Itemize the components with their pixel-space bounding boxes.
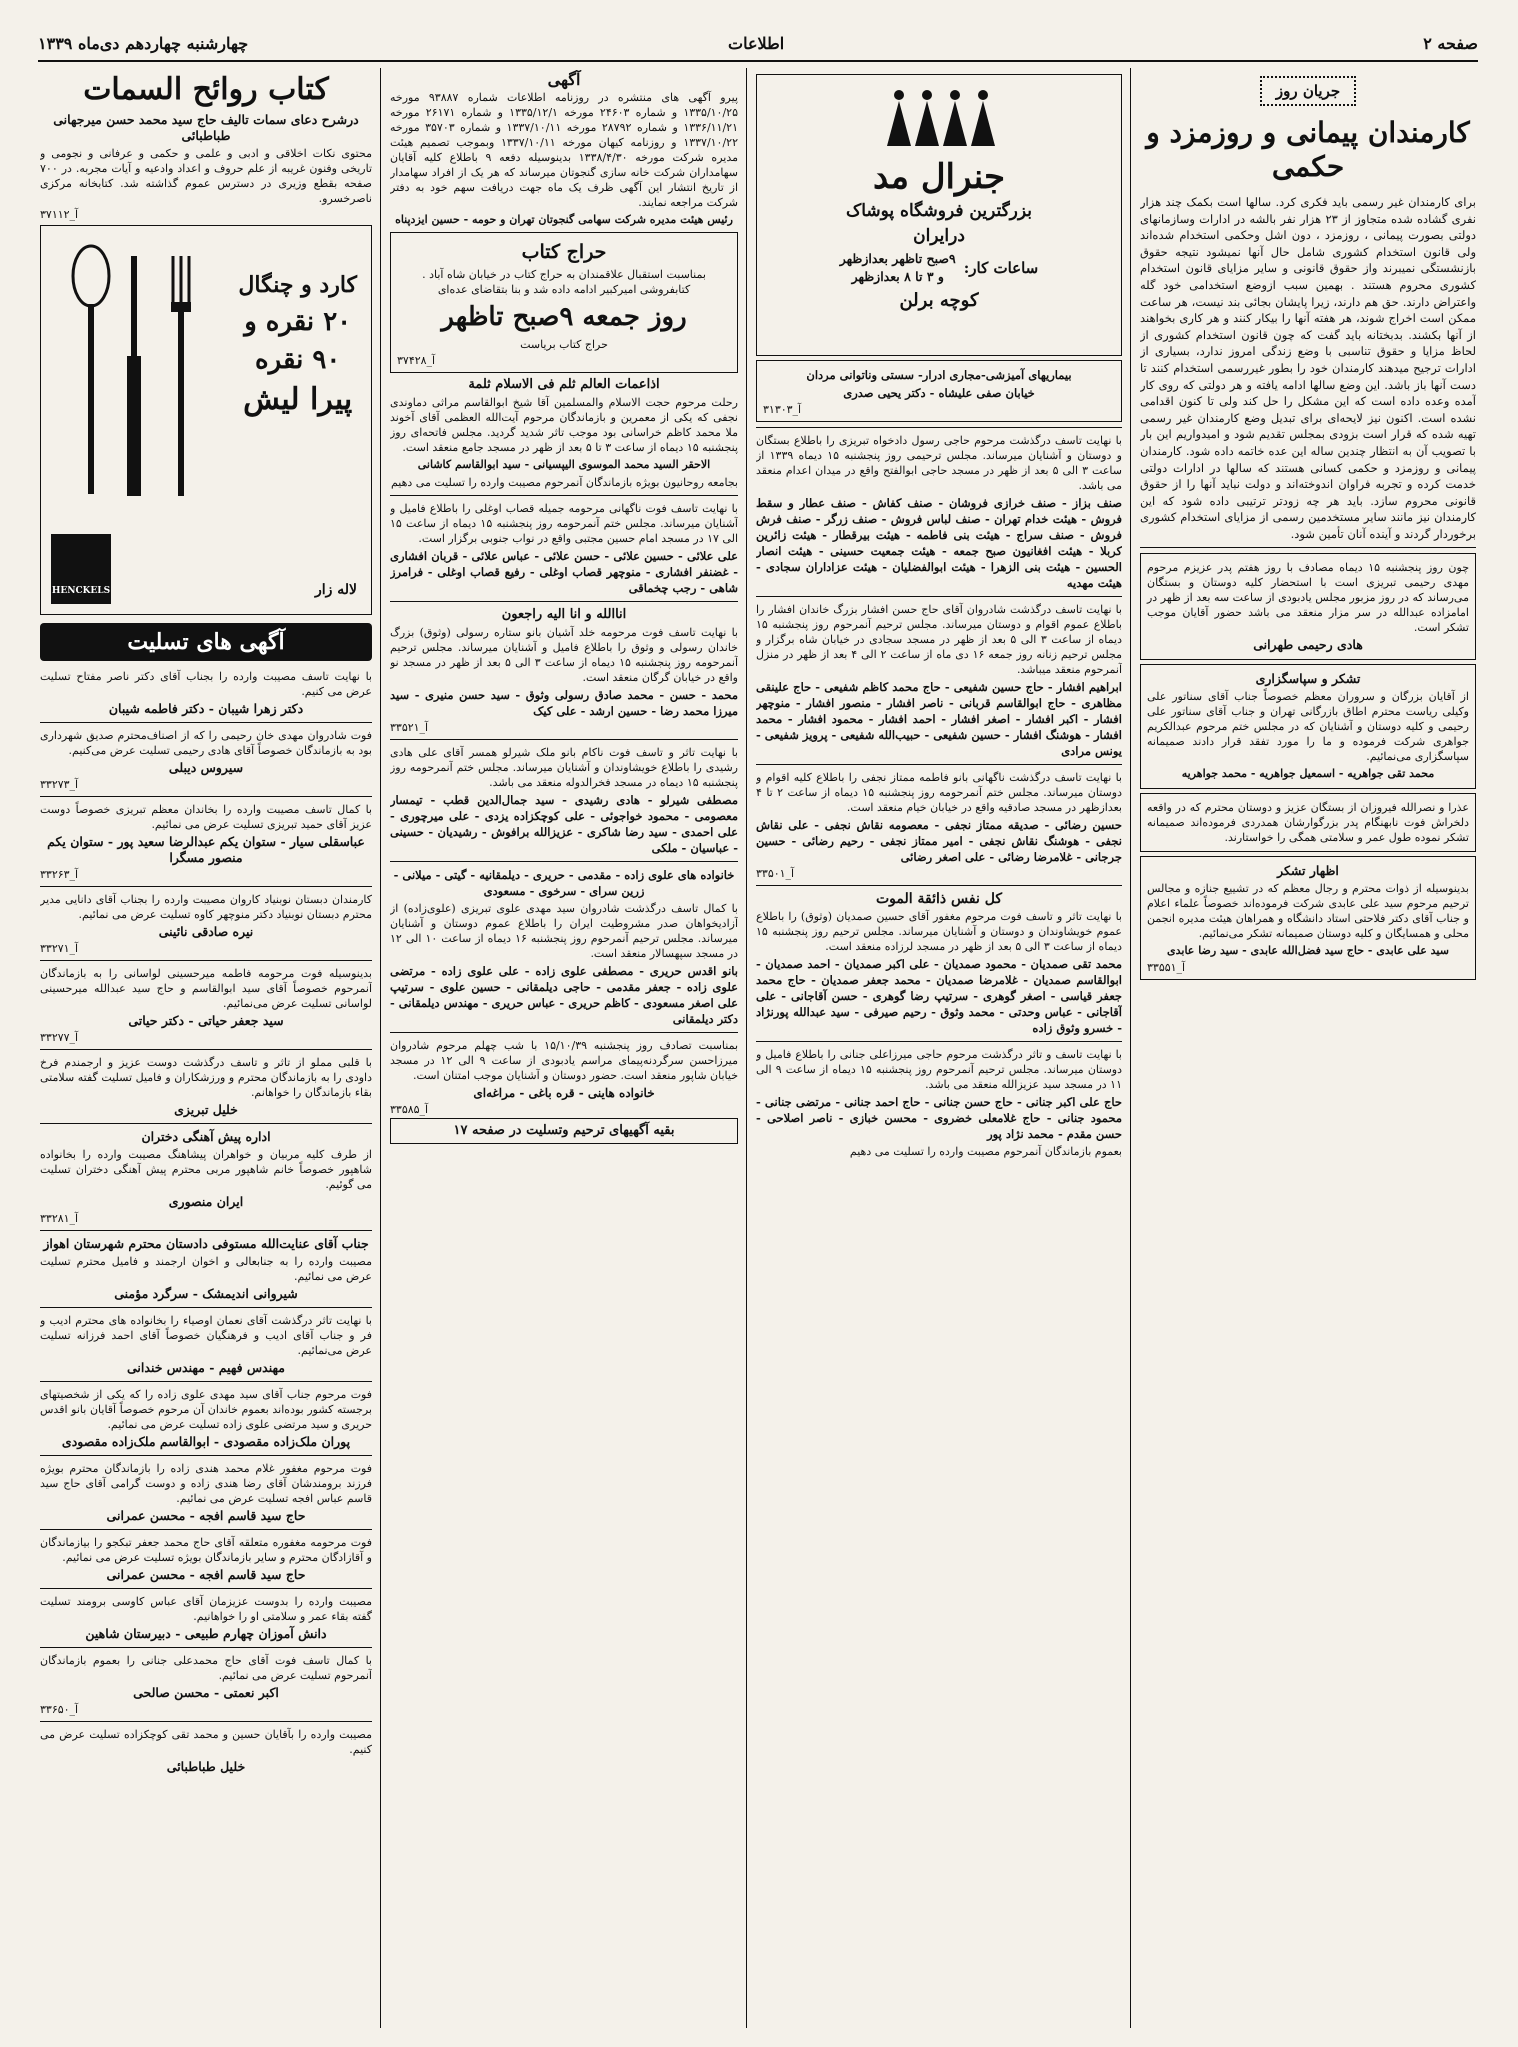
notice-heading: آگهی bbox=[547, 70, 581, 89]
page-header bbox=[38, 32, 1478, 56]
column-ads-4: کتاب روائح السمات درشرح دعای سمات تالیف حاج سید محمد حسن میرجهانی طباطبائی محتوی نکات اخلاقی و ادبی و علمی و حکمی و عرفانی و نجومی و تاریخی وفنون غریبه از علم حروف و اعداد وادعیه و آیات مجربه. در ۷۰۰ صفحه بقطع وزیری در دسترس عموم گذاشته شد. کتابخانه مرکزی ناصرخسرو. آ_۳۷۱۱۲ کارد و چنگال ۲۰ نقره و ۹۰ نقره پیرا لیش HENCKELS لاله زار آگهی های تسلیت با نهایت تاسف مصیبت وارده را بجناب آقای دکتر ناصر مفتاح تسلیت عرض می کنیم. دکتر زهرا شیبان - دکتر فاطمه شیبان فوت شادروان مهدی خان رحیمی را که از اصناف‌محترم صدیق شهرداری بود به بازماندگان خصوصاً آقای هادی رحیمی تسلیت عرض می‌کنیم. سیروس دیبلی آ_۳۳۲۷۳ با کمال تاسف مصیبت وارده را بخاندان معظم تبریزی خصوصاً دوست عزیز آقای حمید تبریزی تسلیت عرض می نمائیم. عباسقلی سیار - ستوان یکم عبدالرضا سعید پور - ستوان یکم منصور مسگرا آ_۳۳۲۶۳ کارمندان دبستان نوبنیاد کاروان مصیبت وارده را بجناب آقای دانایی مدیر محترم دبستان نوبنیاد دکتر منوچهر کاوه تسلیت عرض می نمائیم. نیره صادقی نائینی آ_۳۳۲۷۱ بدینوسیله فوت مرحومه فاطمه میرحسینی لواسانی را به بازماندگان آنمرحوم خصوصاً آقای سید ابوالقاسم و حاج سید عبدالله میرحسینی لواسانی تسلیت عرض می‌نمائیم. سید جعفر حیاتی - دکتر حیاتی آ_۳۳۲۷۷ با قلبی مملو از تاثر و تاسف درگذشت دوست عزیز و ارجمندم فرخ داودی را به بازماندگان محترم و ورزشکاران و فامیل تسلیت گفته سلامتی بقاء بازماندگان را خواهانم. خلیل تبریزی اداره پیش آهنگی دختران از طرف کلیه مربیان و خواهران پیشاهنگ مصیبت وارده را بخانواده شاهپور خصوصاً خانم شاهپور مربی محترم پیش آهنگی دختران تسلیت می گوئیم. ایران منصوری آ_۳۳۲۸۱ جناب آقای عنایت‌الله مستوفی دادستان محترم شهرستان اهواز مصیبت وارده را به جنابعالی و اخوان ارجمند و فامیل محترم تسلیت عرض می نمائیم. شیروانی اندیمشک - سرگرد مؤمنی با نهایت تاثر درگذشت آقای نعمان اوصیاء را بخانواده های محترم ادیب و فر و جناب آقای ادیب و فرهنگیان خصوصاً آقای احمد فرزانه تسلیت عرض می‌نمائیم. مهندس فهیم - مهندس خندانی فوت مرحوم جناب آقای سید مهدی علوی زاده را که یکی از شخصیتهای برجسته کشور بوده‌اند بعموم خاندان آن مرحوم خصوصاً آقایان بانو اقدس حریری و سید مرتضی علوی زاده تسلیت عرض می نمائیم. پوران ملک‌زاده مقصودی - ابوالقاسم ملک‌زاده مقصودی فوت مرحوم مغفور غلام محمد هندی زاده را بازماندگان محترم بویژه فرزند برومندشان آقای رضا هندی زاده و دوست گرامی آقای حاج سید قاسم عباس افجه تسلیت عرض می نمائیم. حاج سید قاسم افجه - محسن عمرانی فوت مرحومه مغفوره متعلقه آقای حاج محمد جعفر تبکجو را بیازماندگان و آقازادگان محترم و سایر بازماندگان بویژه تسلیت عرض می نمائیم. حاج سید قاسم افجه - محسن عمرانی مصیبت وارده را بدوست عزیزمان آقای عباس کاوسی برومند تسلیت گفته بقاء عمر و سلامتی او را خواهانیم. دانش آموزان چهارم طبیعی - دبیرستان شاهین با کمال تاسف فوت آقای حاج محمدعلی جنانی را بعموم بازماندگان آنمرحوم تسلیت عرض می نمائیم. اکبر نعمتی - محسن صالحی آ_۳۳۶۵۰ مصیبت وارده را بآقایان حسین و محمد تقی کوچکزاده تسلیت عرض می کنیم. خلیل طباطبائی bbox=[40, 72, 372, 1774]
thanks-notice: تشکر و سپاسگزاری از آقایان بزرگان و سروران معظم خصوصاً جناب آقای سناتور علی وکیلی ریاست محترم اطاق بازرگانی تهران و جناب آقای سناتور علی رحیمی و کلیه دوستان و آشنایان که در مجلس ختم مرحوم عبدالکریم جواهری شرکت فرموده و ما را مورد تفقد قرار دادند صمیمانه سپاسگزاری می‌نمائیم. محمد تقی جواهریه - اسمعیل جواهریه - محمد جواهریه bbox=[1140, 664, 1476, 789]
obituary-names: محمد تقی صمدیان - محمود صمدیان - علی اکبر صمدیان - احمد صمدیان - ابوالقاسم صمدیان - غلامرضا صمدیان - محمد جعفر صمدیان - حاج محمد جعفر قیاسی - اصغر گوهری - سرتیپ رضا گوهری - حسن آقاجانی - علی آقاجانی - عباس وحدتی - محمد وثوق - رحیم صیرفی - سید عبدالله پورنژاد - خسرو وثوق زاده bbox=[756, 957, 1122, 1035]
doctor-ad: بیماریهای آمیزشی-مجاری ادرار- سستی وناتوانی مردان خیابان صفی علیشاه - دکتر یحیی صدری آ_۳۱۳۰۳ bbox=[756, 360, 1122, 422]
obituary-names: حسین رضائی - صدیقه ممتاز نجفی - معصومه نقاش نجفی - علی نقاش نجفی - هوشنگ نقاش نجفی - امیر ممتاز نجفی - رحیم رضائی - حسین جرجانی - غلامرضا رضائی - علی اصغر رضائی bbox=[756, 818, 1122, 864]
column-ads-2: جنرال مد بزرگترین فروشگاه پوشاک درایران ساعات کار: ۹صبح تاظهر بعدازظهر و ۳ تا ۸ بعدازظهر کوچه برلن بیماریهای آمیزشی-مجاری ادرار- سستی وناتوانی مردان خیابان صفی علیشاه - دکتر یحیی صدری آ_۳۱۳۰۳ با نهایت تاسف درگذشت مرحوم حاجی رسول دادخواه تبریزی را باطلاع بستگان و دوستان و آشنایان میرساند. مجلس ترحیمی روز پنجشنبه ۱۵ دیماه ۱۳۳۹ از ساعت ۳ الی ۵ بعد از ظهر در مسجد حاجی ابوالفتح واقع در میدان اعدام منعقد می باشد. صنف بزاز - صنف خرازی فروشان - صنف کفاش - صنف عطار و سقط فروش - هیئت خدام تهران - صنف لباس فروش - صنف زرگر - صنف فرش فروش - صنف سراج - هیئت بنی فاطمه - هیئت بیرقطار - هیئت زائرین کربلا - هیئت افغانیون صبح جمعه - هیئت جمعیت حسینی - هیئت انصار الحسین - هیئت بنی الزهرا - هیئت ابوالفضلیان - هیئت عزاداران سجادی - هیئت مهدیه با نهایت تاسف درگذشت شادروان آقای حاج حسن افشار بزرگ خاندان افشار را باطلاع عموم اقوام و دوستان میرساند. مجلس ترحیم آنمرحوم روز پنجشنبه ۱۵ دیماه از ساعت ۳ الی ۵ بعد از ظهر در مسجد سجادی در خیابان شاه برگزار و مجلس ترحیم زنانه روز جمعه ۱۶ دی ماه از ساعت ۲ الی ۴ بعد از ظهر در منزل آنمرحوم منعقد میباشد. ابراهیم افشار - حاج حسین شفیعی - حاج محمد کاظم شفیعی - حاج علینقی مظاهری - حاج ابوالقاسم قربانی - ناصر افشار - منصور افشار - منوچهر افشار - اکبر افشار - اصغر افشار - احمد افشار - محمود افشار - محمد افشار - هوشنگ افشار - حسین شفیعی - حبیب‌الله شفیعی - پرویز شفیعی - یونس مرادی با نهایت تاسف درگذشت ناگهانی بانو فاطمه ممتاز نجفی را باطلاع کلیه اقوام و دوستان میرساند. مجلس ختم آنمرحومه روز پنجشنبه ۱۵ دیماه از ساعت ۲ تا ۴ بعدازظهر در مسجد صادقیه واقع در خیابان خیام منعقد است. حسین رضائی - صدیقه ممتاز نجفی - معصومه نقاش نجفی - علی نقاش نجفی - هوشنگ نقاش نجفی - امیر ممتاز نجفی - رحیم رضائی - حسین جرجانی - غلامرضا رضائی - علی اصغر رضائی آ_۳۳۵۰۱ کل نفس ذائقة الموت با نهایت تاثر و تاسف فوت مرحوم مغفور آقای حسین صمدیان (وثوق) را باطلاع عموم خویشاوندان و دوستان و آشنایان میرساند. مجلس ترحیم روز پنجشنبه ۱۵ دیماه از ساعت ۳ الی ۵ بعد از ظهر در مسجد لرزاده منعقد است. محمد تقی صمدیان - محمود صمدیان - علی اکبر صمدیان - احمد صمدیان - ابوالقاسم صمدیان - غلامرضا صمدیان - محمد جعفر صمدیان - حاج محمد جعفر قیاسی - اصغر گوهری - سرتیپ رضا گوهری - حسن آقاجانی - علی آقاجانی - عباس وحدتی - محمد وثوق - رحیم صیرفی - سید عبدالله پورنژاد - خسرو وثوق زاده با نهایت تاسف و تاثر درگذشت مرحوم حاجی میرزاعلی جنانی را باطلاع فامیل و دوستان میرساند. مجلس ترحیم آنمرحوم روز پنجشنبه ۱۵ دیماه از ساعت ۹ الی ۱۱ در مسجد سید عزیزالله منعقد می باشد. حاج علی اکبر جنانی - حاج حسن جنانی - حاج احمد جنانی - مرتضی جنانی - محمود جنانی - حاج غلامعلی خضروی - محسن خبازی - ناصر اصلاحی - حسن مقدم - محمد نژاد پور بعموم بازماندگان آنمرحوم مصیبت وارده را تسلیت می دهیم bbox=[756, 70, 1122, 2030]
obituary-names: مصطفی شیرلو - هادی رشیدی - سید جمال‌الدین قطب - تیمسار معصومی - محمود خواجوئی - علی کوچکزاده یزدی - علی میرچوری - علی احمدی - سید رضا شاکری - عزیزالله برافوش - رشیدیان - حسینی - عباسیان - ملکی bbox=[390, 793, 738, 855]
issue-date: چهارشنبه چهاردهم دی‌ماه ۱۳۳۹ bbox=[38, 34, 249, 53]
editorial-body: برای کارمندان غیر رسمی باید فکری کرد. سالها است بکمک چند هزار نفری گشاده شده متجاوز از ۲۳ هزار نفر بالشه در ادارات وسازمانهای دولتی بصورت پیمانی ، روزمزد ، دون اشل وحکمی استخدام شده‌اند ولی قانون استخدام کشوری شامل حال آنها نمیشود نتیجه حقوق بازنشستگی نمیبرند واز حقوق قانونی و سایر مزایای قانون استخدام کشوری محروم هستند . بهمین سبب ازوضع استخدامی خود گله واعتراض دارند. حق هم دارند، زیرا پایشان بجائی بند نیست، هر ساعت ممکن است اخراج شوند، هر هفته آنها را بیکار کنند و هر کاری بخواهند از آنها بکشند. بدبختانه باید گفت که چون قانون استخدام کشوری از لحاظ مزایا و حقوق تناسبی با وضع زندگی امروز ندارد، بسیاری از ادارات ترجیح میدهند کارمندان خود را بطور غیررسمی استخدام کنند تا دست آنها باز باشد. این وضع سالها ادامه یافته و هر دولتی که روی کار آمده وعده داده است که این مشکل را حل کند ولی تا کنون اقدامی نشده است. اکنون نیز لایحه‌ای برای تبدیل وضع کارمندان غیر رسمی تهیه شده که قرار است بزودی بمجلس تقدیم شود و امیدواریم این بار با تصویب آن به انتظار چندین ساله این عده خاتمه داده شود. کارمندان پیمانی و روزمزد و حکمی کسانی هستند که سالها در ادارات دولتی خدمت کرده و تجربه فراوان اندوخته‌اند و دولت نباید آنها را از حقوق قانونی محروم سازد. باید هر چه زودتر ترتیبی داده شود که این کارمندان نیز مانند سایر مستخدمین رسمی از مزایای استخدام کشوری برخوردار گردند و آینده آنان تأمین شود. bbox=[1140, 195, 1476, 541]
obituary-guilds: صنف بزاز - صنف خرازی فروشان - صنف کفاش - صنف عطار و سقط فروش - هیئت خدام تهران - صنف لباس فروش - صنف زرگر - صنف فرش فروش - صنف سراج - هیئت بنی فاطمه - هیئت بیرقطار - هیئت زائرین کربلا - هیئت افغانیون صبح جمعه - هیئت جمعیت حسینی - هیئت انصار الحسین - هیئت بنی الزهرا - هیئت ابوالفضلیان - هیئت عزاداران سجادی - هیئت مهدیه bbox=[756, 496, 1122, 590]
book-auction-ad: حراج کتاب بمناسبت استقبال علاقمندان به حراج کتاب در خیابان شاه آباد . کتابفروشی امیرکبیر ادامه داده شد و بنا بتقاضای عده‌ای روز جمعه ۹صبح تاظهر حراج کتاب بریاست آ_۳۷۴۲۸ bbox=[390, 232, 738, 373]
obituary: با نهایت تاسف درگذشت شادروان آقای حاج حسن افشار بزرگ خاندان افشار را باطلاع عموم اقوام و دوستان میرساند. مجلس ترحیم آنمرحوم روز پنجشنبه ۱۵ دیماه از ساعت ۳ الی ۵ بعد از ظهر در مسجد سجادی در خیابان شاه برگزار و مجلس ترحیم زنانه روز جمعه ۱۶ دی ماه از ساعت ۲ الی ۴ بعد از ظهر در منزل آنمرحوم منعقد میباشد. bbox=[756, 603, 1122, 676]
memorial-notice: چون روز پنجشنبه ۱۵ دیماه مصادف با روز هفتم پدر عزیزم مرحوم مهدی رحیمی تبریزی است با استحضار کلیه دوستان و بستگان می‌رساند که در روز مزبور مجلس یادبودی از ساعت سه بعد از ظهر در امامزاده عبدالله در سر مزار منعقد می باشد حضور آقایان موجب تشکر است. هادی رحیمی طهرانی bbox=[1140, 553, 1476, 660]
editorial-title: کارمندان پیمانی و روزمزد و حکمی bbox=[1146, 116, 1470, 183]
obituary: با نهایت تاثر و تاسف فوت مرحوم مغفور آقای حسین صمدیان (وثوق) را باطلاع عموم خویشاوندان و دوستان و آشنایان میرساند. مجلس ترحیم روز پنجشنبه ۱۵ دیماه از ساعت ۳ الی ۵ بعد از ظهر در مسجد لرزاده منعقد است. bbox=[756, 910, 1122, 953]
hours-label: ساعات کار: bbox=[963, 259, 1039, 277]
column-ads-3: آگهی پیرو آگهی های منتشره در روزنامه اطلاعات شماره ۹۳۸۸۷ مورخه ۱۳۳۵/۱۰/۲۵ و شماره ۲۴۶۰۳ مورخه ۱۳۳۵/۱۲/۱ و شماره ۲۶۱۷۱ مورخه ۱۳۳۶/۱۱/۲۱ و شماره ۲۸۷۹۲ مورخه ۱۳۳۷/۱۰/۱۱ و شماره ۳۵۷۰۳ مورخه ۱۳۳۷/۱۰/۲۲ و روزنامه کیهان مورخه ۱۳۳۷/۱۰/۱۱ وبموجب تصمیم هیئت مدیره شرکت مورخه ۱۳۳۸/۴/۳۰ بدینوسیله دفعه ۹ باطلاع کلیه آقایان سهامداران شرکت خانه سازی گنجوتان میرساند که هر یک از افراد سهامدار از تاریخ انتشار این آگهی ظرف یک ماه جهت دریافت سهم خود به دفتر شرکت مراجعه نمایند. رئیس هیئت مدیره شرکت سهامی گنجوتان تهران و حومه - حسین ایزدپناه حراج کتاب بمناسبت استقبال علاقمندان به حراج کتاب در خیابان شاه آباد . کتابفروشی امیرکبیر ادامه داده شد و بنا بتقاضای عده‌ای روز جمعه ۹صبح تاظهر حراج کتاب بریاست آ_۳۷۴۲۸ اذاعمات العالم ثلم فی الاسلام ثلمة رحلت مرحوم حجت الاسلام والمسلمین آقا شیخ ابوالقاسم مراثی دماوندی نجفی که یکی از معمرین و بازماندگان مرحوم آیت‌الله العظمی آقای آخوند ملا محمد کاظم خراسانی بود موجب تاثر شدید گردید. مجلس فاتحه‌ای روز پنجشنبه ۱۵ دیماه از ساعت ۳ تا ۵ بعد از ظهر در مسجد جامع منعقد است. الاحقر السید محمد الموسوی الیپسیانی - سید ابوالقاسم کاشانی بجامعه روحانیون بویژه بازماندگان آنمرحوم مصیبت وارده را تسلیت می دهیم با نهایت تاسف فوت ناگهانی مرحومه جمیله قصاب اوغلی را باطلاع فامیل و آشنایان میرساند. مجلس ختم آنمرحومه روز پنجشنبه ۱۵ دیماه از ساعت ۱۵ الی ۱۷ در مسجد امام حسین مجتبی واقع در نواب جنوبی برگزار است. علی علائی - حسین علائی - حسن علائی - عباس علائی - قربان افشاری - غضنفر افشاری - منوچهر قصاب اوغلی - رفیع قصاب اوغلی - فرامرز شاهی - رجب چخماقی اناالله و انا الیه راجعون با نهایت تاسف فوت مرحومه خلد آشیان بانو ستاره رسولی (وثوق) بزرگ خاندان رسولی و وثوق را باطلاع فامیل و آشنایان میرساند. مجلس ترحیم آنمرحومه روز پنجشنبه ۱۵ دیماه از ساعت ۳ الی ۵ بعد از ظهر در مسجد نو واقع در خیابان گرگان منعقد است. محمد - حسن - محمد صادق رسولی وثوق - سید حسن منیری - سید میرزا محمد رضا - حسین ارشد - علی کیک آ_۳۳۵۲۱ با نهایت تاثر و تاسف فوت ناکام بانو ملک شیرلو همسر آقای علی هادی رشیدی را باطلاع خویشاوندان و آشنایان میرساند. مجلس ختم آنمرحومه روز پنجشنبه ۱۵ دیماه در مسجد فخرالدوله منعقد می باشد. مصطفی شیرلو - هادی رشیدی - سید جمال‌الدین قطب - تیمسار معصومی - محمود خواجوئی - علی کوچکزاده یزدی - علی میرچوری - علی احمدی - سید رضا شاکری - عزیزالله برافوش - رشیدیان - حسینی - عباسیان - ملکی خانواده های علوی زاده - مقدمی - حریری - دیلمقانیه - گیتی - میلانی - زرین سرای - سرخوی - مسعودی با کمال تاسف درگذشت شادروان سید مهدی علوی تبریزی (علوی‌زاده) از آزادیخواهان صدر مشروطیت ایران را باطلاع عموم دوستان و آشنایان میرساند. مجلس ترحیم آنمرحوم روز پنجشنبه ۱۶ دیماه از ساعت ۱۰ الی ۱۲ در مسجد سپهسالار منعقد است. بانو اقدس حریری - مصطفی علوی زاده - علی علوی زاده - مرتضی علوی زاده - جعفر مقدمی - حاجی دیلمقانی - حسین علوی - سرتیپ علی اصغر مسعودی - کاظم حریری - عباس حریری - مهندس دیلمقانی - دکتر دیلمقانی بمناسبت تصادف روز پنجشنبه ۱۵/۱۰/۳۹ با شب چهلم مرحوم شادروان میرزاحسن سرگردنه‌پیمای مراسم یادبودی از ساعت ۹ الی ۱۲ در مسجد خیابان شاپور منعقد است. حضور دوستان و آشنایان موجب امتنان است. خانواده هاینی - قره باغی - مراغه‌ای آ_۳۳۵۸۵ بقیه آگهیهای ترحیم وتسلیت در صفحه ۱۷ bbox=[390, 70, 738, 2030]
hours-line-1: ۹صبح تاظهر بعدازظهر bbox=[839, 251, 956, 266]
store-tagline: بزرگترین فروشگاه پوشاک bbox=[845, 201, 1033, 221]
thanks-notice-2: اظهار تشکر بدینوسیله از ذوات محترم و رجال معظم که در تشییع جنازه و مجالس ترحیم مرحوم سید علی عابدی شرکت فرموده‌اند خصوصاً علماء اعلام و جناب آقای دکتر فلاحتی استاد دانشگاه و همراهان هیئت مدیره انجمن محلی و همسایگان و کلیه دوستان صمیمانه تشکر می‌نمائیم. سید علی عابدی - حاج سید فضل‌الله عابدی - سید رضا عابدی آ_۳۳۵۵۱ bbox=[1140, 856, 1476, 980]
general-mode-ad: جنرال مد بزرگترین فروشگاه پوشاک درایران ساعات کار: ۹صبح تاظهر بعدازظهر و ۳ تا ۸ بعدازظهر کوچه برلن bbox=[756, 74, 1122, 356]
shop-location: لاله زار bbox=[314, 582, 357, 598]
obituary-names: ابراهیم افشار - حاج حسین شفیعی - حاج محمد کاظم شفیعی - حاج علینقی مظاهری - حاج ابوالقاسم قربانی - ناصر افشار - منصور افشار - منوچهر افشار - اکبر افشار - اصغر افشار - احمد افشار - محمود افشار - محمد افشار - هوشنگ افشار - حسین شفیعی - حبیب‌الله شفیعی - پرویز شفیعی - یونس مرادی bbox=[756, 680, 1122, 758]
obituary: با نهایت تاسف و تاثر درگذشت مرحوم حاجی میرزاعلی جنانی را باطلاع فامیل و دوستان میرساند. مجلس ترحیم آنمرحوم روز پنجشنبه ۱۵ دیماه از ساعت ۹ الی ۱۱ در مسجد سید عزیزالله منعقد می باشد. bbox=[756, 1048, 1122, 1091]
obituary: رحلت مرحوم حجت الاسلام والمسلمین آقا شیخ ابوالقاسم مراثی دماوندی نجفی که یکی از معمرین و بازماندگان مرحوم آیت‌الله العظمی آقای آخوند ملا محمد کاظم خراسانی بود موجب تاثر شدید گردید. مجلس فاتحه‌ای روز پنجشنبه ۱۵ دیماه از ساعت ۳ تا ۵ بعد از ظهر در مسجد جامع منعقد است. bbox=[390, 396, 738, 454]
book-description: محتوی نکات اخلاقی و ادبی و علمی و حکمی و عرفانی و نجومی و تاریخی وفنون غریبه از علم حروف و اعداد وادعیه و آیات مجربه. در ۷۰۰ صفحه بقطع وزیری در دسترس عموم گذاشته شد. کتابخانه مرکزی ناصرخسرو. bbox=[40, 147, 372, 205]
condolence-banner: آگهی های تسلیت bbox=[40, 623, 372, 661]
page-number: صفحه ۲ bbox=[1423, 34, 1478, 53]
obituary-names: بانو اقدس حریری - مصطفی علوی زاده - علی علوی زاده - مرتضی علوی زاده - جعفر مقدمی - حاجی دیلمقانی - حسین علوی - سرتیپ علی اصغر مسعودی - کاظم حریری - عباس حریری - مهندس دیلمقانی - دکتر دیلمقانی bbox=[390, 964, 738, 1026]
column-divider bbox=[1130, 68, 1131, 2028]
store-address: کوچه برلن bbox=[899, 290, 979, 311]
obituary: با نهایت تاسف فوت ناگهانی مرحومه جمیله قصاب اوغلی را باطلاع فامیل و آشنایان میرساند. مجلس ختم آنمرحومه روز پنجشنبه ۱۵ دیماه از ساعت ۱۵ الی ۱۷ در مسجد امام حسین مجتبی واقع در نواب جنوبی برگزار است. bbox=[390, 502, 738, 545]
obituary: بمناسبت تصادف روز پنجشنبه ۱۵/۱۰/۳۹ با شب چهلم مرحوم شادروان میرزاحسن سرگردنه‌پیمای مراسم یادبودی از ساعت ۹ الی ۱۲ در مسجد خیابان شاپور منعقد است. حضور دوستان و آشنایان موجب امتنان است. bbox=[390, 1039, 738, 1082]
section-badge: جریان روز bbox=[1260, 76, 1356, 106]
cutlery-text-3: ۹۰ نقره bbox=[255, 345, 341, 375]
hours-line-2: و ۳ تا ۸ بعدازظهر bbox=[851, 269, 944, 284]
gratitude-notice: عذرا و نصرالله فیروزان از بستگان عزیز و دوستان محترم که در واقعه دلخراش فوت نابهنگام پدر بزرگوارشان همدردی فرموده‌اند صمیمانه تشکر نموده طول عمر و سلامتی همگی را خواستارند. bbox=[1140, 793, 1476, 852]
column-divider bbox=[380, 68, 381, 2028]
henckels-logo: HENCKELS bbox=[51, 534, 111, 604]
cutlery-ad bbox=[40, 225, 372, 615]
column-divider bbox=[746, 68, 747, 2028]
obituary: با نهایت تاسف درگذشت ناگهانی بانو فاطمه ممتاز نجفی را باطلاع کلیه اقوام و دوستان میرساند. مجلس ختم آنمرحومه روز پنجشنبه ۱۵ دیماه از ساعت ۲ تا ۴ بعدازظهر در مسجد صادقیه واقع در خیابان خیام منعقد است. bbox=[756, 771, 1122, 814]
obituary: با نهایت تاثر و تاسف فوت ناکام بانو ملک شیرلو همسر آقای علی هادی رشیدی را باطلاع خویشاوندان و آشنایان میرساند. مجلس ختم آنمرحومه روز پنجشنبه ۱۵ دیماه در مسجد فخرالدوله منعقد می باشد. bbox=[390, 746, 738, 789]
store-name: جنرال مد bbox=[872, 157, 1006, 197]
column-editorial bbox=[1140, 70, 1476, 2030]
cutlery-text-1: کارد و چنگال bbox=[238, 272, 357, 298]
obituary: با کمال تاسف درگذشت شادروان سید مهدی علوی تبریزی (علوی‌زاده) از آزادیخواهان صدر مشروطیت ایران را باطلاع عموم دوستان و آشنایان میرساند. مجلس ترحیم آنمرحوم روز پنجشنبه ۱۶ دیماه از ساعت ۱۰ الی ۱۲ در مسجد سپهسالار منعقد است. bbox=[390, 902, 738, 960]
notice-body: پیرو آگهی های منتشره در روزنامه اطلاعات شماره ۹۳۸۸۷ مورخه ۱۳۳۵/۱۰/۲۵ و شماره ۲۴۶۰۳ مورخه ۱۳۳۵/۱۲/۱ و شماره ۲۶۱۷۱ مورخه ۱۳۳۶/۱۱/۲۱ و شماره ۲۸۷۹۲ مورخه ۱۳۳۷/۱۰/۱۱ و شماره ۳۵۷۰۳ مورخه ۱۳۳۷/۱۰/۲۲ و روزنامه کیهان مورخه ۱۳۳۷/۱۰/۱۱ وبموجب تصمیم هیئت مدیره شرکت مورخه ۱۳۳۸/۴/۳۰ بدینوسیله دفعه ۹ باطلاع کلیه آقایان سهامداران شرکت خانه سازی گنجوتان میرساند که هر یک از افراد سهامدار از تاریخ انتشار این آگهی ظرف یک ماه جهت دریافت سهم خود به دفتر شرکت مراجعه نمایند. bbox=[390, 91, 738, 209]
obituary: با نهایت تاسف درگذشت مرحوم حاجی رسول دادخواه تبریزی را باطلاع بستگان و دوستان و آشنایان میرساند. مجلس ترحیمی روز پنجشنبه ۱۵ دیماه ۱۳۳۹ از ساعت ۳ الی ۵ بعد از ظهر در مسجد حاجی ابوالفتح واقع در میدان اعدام منعقد می باشد. bbox=[756, 434, 1122, 492]
book-subtitle: درشرح دعای سمات تالیف حاج سید محمد حسن میرجهانی طباطبائی bbox=[53, 112, 359, 143]
cutlery-illustration bbox=[61, 236, 211, 516]
header-rule bbox=[38, 60, 1478, 62]
cutlery-text-2: ۲۰ نقره و bbox=[244, 307, 352, 337]
obituary-heading: اذاعمات العالم ثلم فی الاسلام ثلمة bbox=[468, 377, 660, 392]
newspaper-name: اطلاعات bbox=[728, 34, 785, 53]
obituary: با نهایت تاسف فوت مرحومه خلد آشیان بانو ستاره رسولی (وثوق) بزرگ خاندان رسولی و وثوق را باطلاع فامیل و آشنایان میرساند. مجلس ترحیم آنمرحومه روز پنجشنبه ۱۵ دیماه از ساعت ۳ الی ۵ بعد از ظهر در مسجد نو واقع در خیابان گرگان منعقد است. bbox=[390, 626, 738, 684]
obituary-names: علی علائی - حسین علائی - حسن علائی - عباس علائی - قربان افشاری - غضنفر افشاری - منوچهر قصاب اوغلی - رفیع قصاب اوغلی - فرامرز شاهی - رجب چخماقی bbox=[390, 549, 738, 595]
book-title: کتاب روائح السمات bbox=[83, 72, 329, 107]
cutlery-text-4: پیرا لیش bbox=[243, 382, 353, 417]
obituary-names: حاج علی اکبر جنانی - حاج حسن جنانی - حاج احمد جنانی - مرتضی جنانی - محمود جنانی - حاج غلامعلی خضروی - محسن خبازی - ناصر اصلاحی - حسن مقدم - محمد نژاد پور bbox=[756, 1095, 1122, 1141]
obituary-names: محمد - حسن - محمد صادق رسولی وثوق - سید حسن منیری - سید میرزا محمد رضا - حسین ارشد - علی کیک bbox=[390, 688, 738, 718]
obituary-heading: کل نفس ذائقة الموت bbox=[876, 891, 1002, 907]
obituary-heading: اناالله و انا الیه راجعون bbox=[501, 607, 627, 622]
continued-notice: بقیه آگهیهای ترحیم وتسلیت در صفحه ۱۷ bbox=[390, 1118, 738, 1144]
mannequins-logo bbox=[877, 81, 997, 151]
